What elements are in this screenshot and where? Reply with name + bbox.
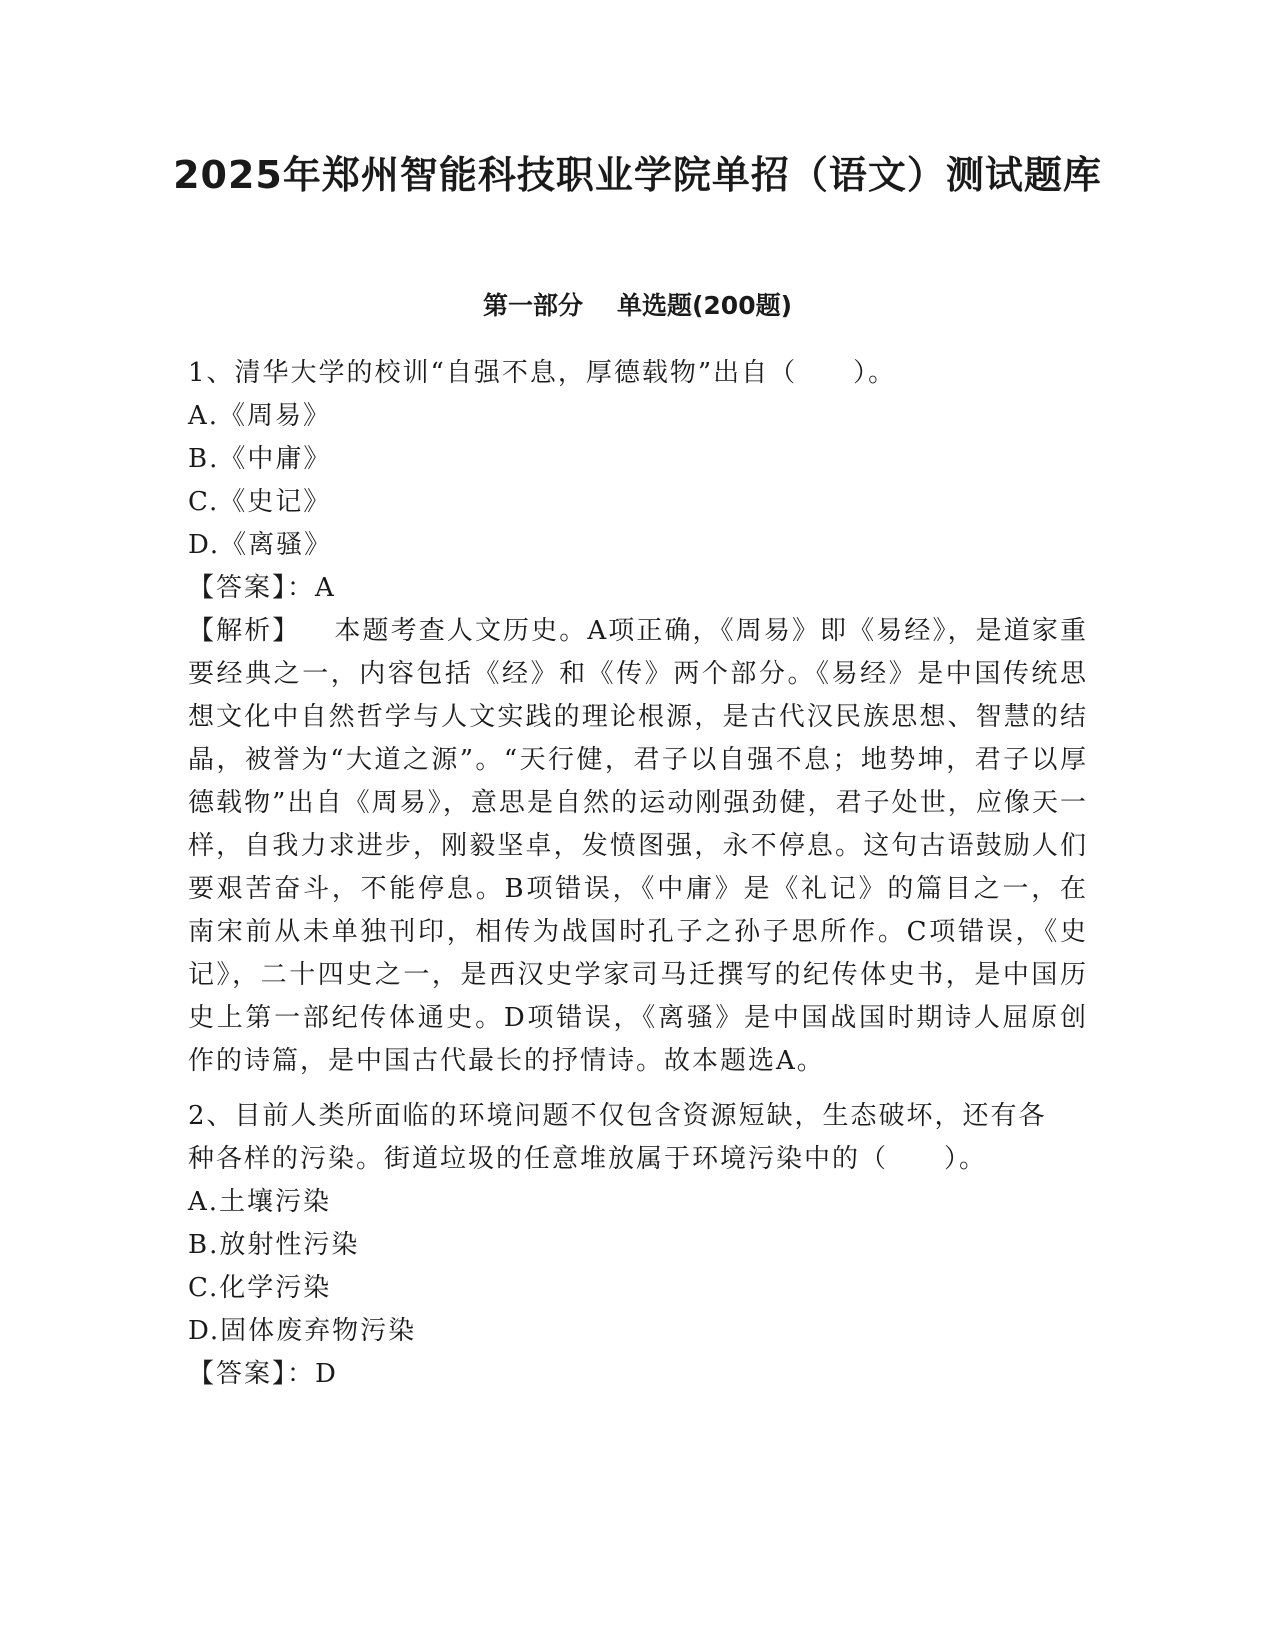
option-d: D.固体废弃物污染: [188, 1316, 417, 1346]
document-title: 2025年郑州智能科技职业学院单招（语文）测试题库: [173, 153, 1102, 197]
section-heading: [0, 288, 1275, 324]
question-1: [188, 352, 1088, 1083]
analysis-text: 本题考查人文历史。A项正确，《周易》即《易经》，是道家重要经典之一，内容包括《经》和《传》两个部分。《易经》是中国传统思想文化中自然哲学与人文实践的理论根源，是古代汉民族思想、智慧的结晶，被誉为“大道之源”。“天行健，君子以自强不息；地势坤，君子以厚德载物”出自《周易》，意思是自然的运动刚强劲健，君子处世，应像天一样，自我力求进步，刚毅坚卓，发愤图强，永不停息。这句古语鼓励人们要艰苦奋斗，不能停息。B项错误，《中庸》是《礼记》的篇目之一，在南宋前从未单独刊印，相传为战国时孔子之孙子思所作。C项错误，《史记》，二十四史之一，是西汉史学家司马迁撰写的纪传体史书，是中国历史上第一部纪传体通史。D项错误，《离骚》是中国战国时期诗人屈原创作的诗篇，是中国古代最长的抒情诗。故本题选A。: [188, 616, 1088, 1076]
analysis-label: 【解析】: [188, 616, 301, 646]
option-c: C.化学污染: [188, 1273, 332, 1303]
section-name: 单选题(200题): [616, 291, 793, 320]
answer-label: 【答案】：: [188, 1359, 316, 1389]
option-a: A.土壤污染: [188, 1187, 332, 1217]
answer-row: [188, 1353, 1088, 1396]
question-list: [188, 352, 1088, 1396]
option-c: C.《史记》: [188, 487, 332, 517]
answer-label: 【答案】：: [188, 573, 316, 603]
question-2: [188, 1095, 1088, 1396]
analysis-paragraph: [188, 610, 1088, 1083]
answer-value: D: [315, 1359, 338, 1389]
option-b: B.《中庸》: [188, 444, 332, 474]
option-b: B.放射性污染: [188, 1230, 360, 1260]
question-stem-line-2: 种各样的污染。街道垃圾的任意堆放属于环境污染中的（ ）。: [188, 1144, 988, 1174]
section-part: 第一部分: [482, 291, 583, 320]
option-d: D.《离骚》: [188, 530, 333, 560]
question-stem: 1、清华大学的校训“自强不息，厚德载物”出自（ ）。: [188, 358, 897, 388]
answer-value: A: [315, 573, 336, 603]
option-a: A.《周易》: [188, 401, 332, 431]
answer-row: [188, 567, 1088, 610]
question-stem-line-1: 2、目前人类所面临的环境问题不仅包含资源短缺，生态破坏，还有各: [188, 1101, 1047, 1131]
